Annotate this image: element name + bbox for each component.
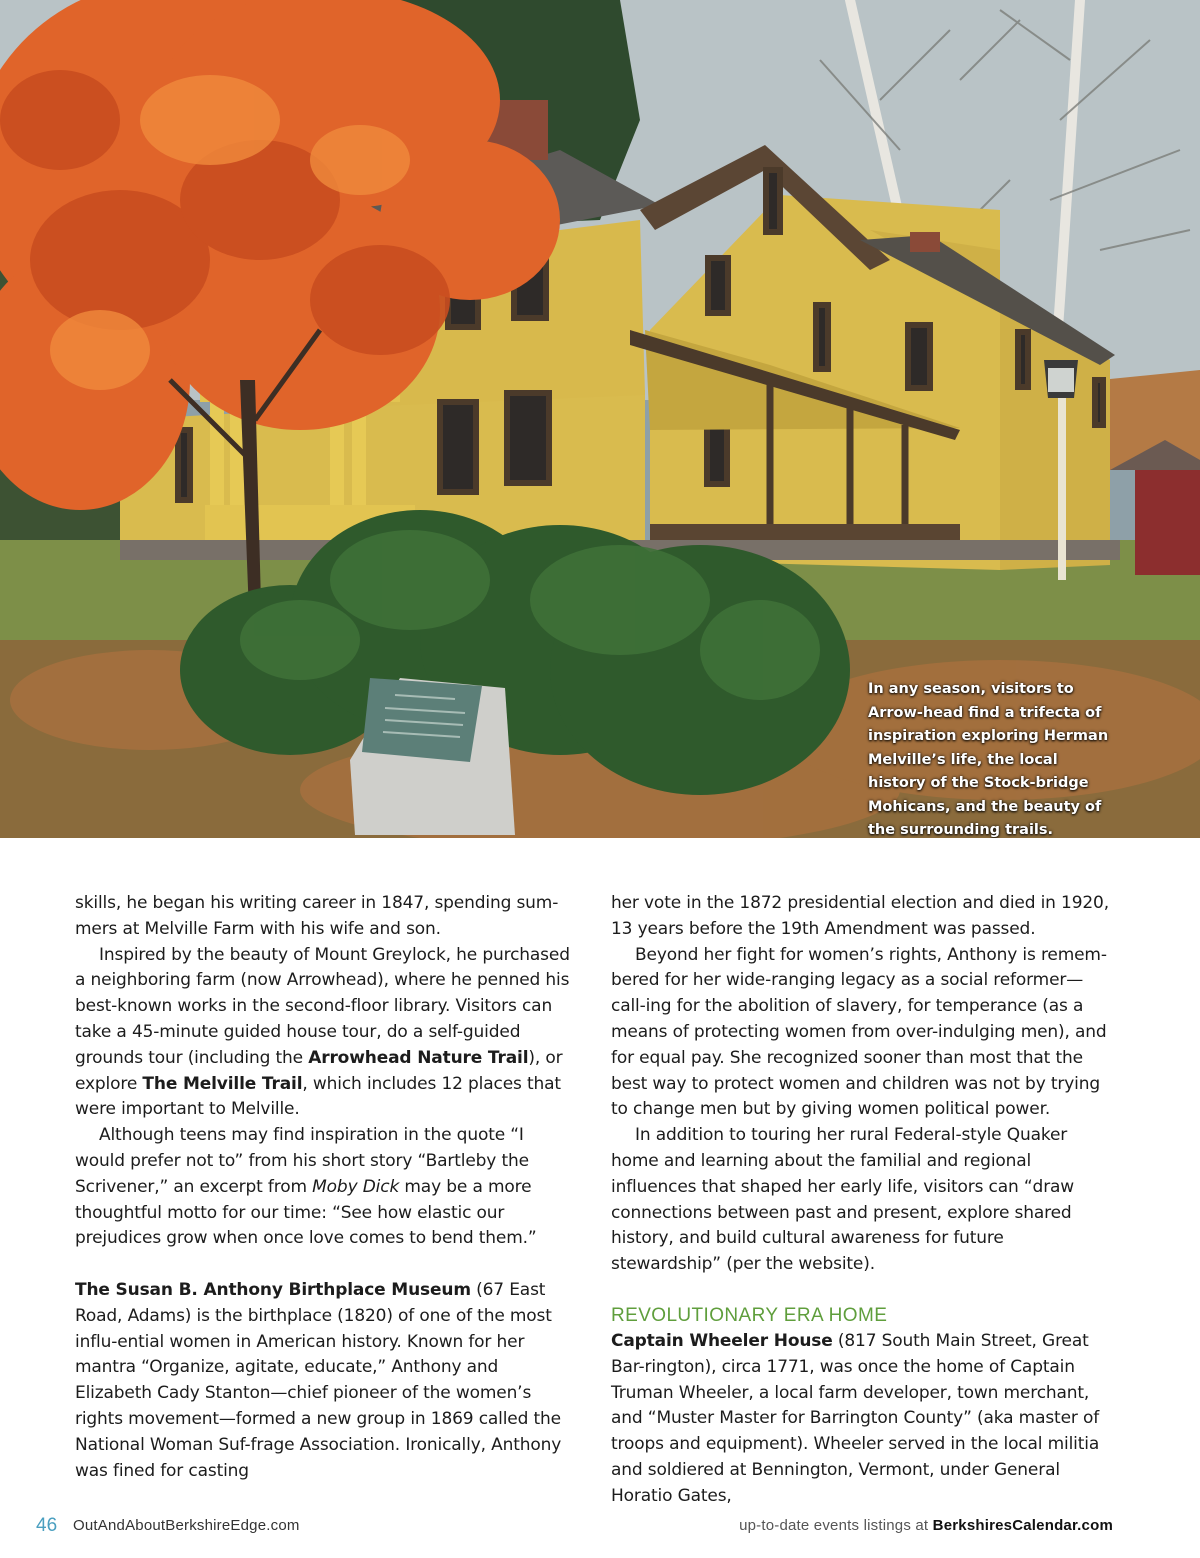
paragraph-anthony-museum: [75, 1278, 570, 1484]
arrowhead-nature-trail-name: Arrowhead Nature Trail: [308, 1047, 529, 1068]
paragraph-text: Inspired by the beauty of Mount Greylock, he purchased a neighboring farm (now Arrowhead), where he penned his best-known works in the second-floor library. Visitors can take a 45-minute guided house tour, do a self-guided grounds tour (including the: [75, 944, 570, 1068]
paragraph-melville-career: [75, 891, 570, 943]
page-number: 46: [36, 1515, 58, 1536]
footer-promo-text: up-to-date events listings at: [739, 1517, 933, 1534]
paragraph-text: Although teens may find inspiration in the quote “I would prefer not to” from his short story “Bartleby the Scrivener,” an excerpt from: [75, 1125, 529, 1197]
footer-calendar-promo: [739, 1517, 1113, 1534]
paragraph-wheeler-house: [611, 1329, 1116, 1510]
photo-caption: In any season, visitors to Arrow-head find a trifecta of inspiration exploring Herman Melville’s life, the local history of the Stock-bridge Mohicans, and the beauty of the surrounding trails.: [868, 681, 1109, 838]
footer-site-link[interactable]: OutAndAboutBerkshireEdge.com: [73, 1517, 300, 1534]
paragraph-anthony-visit: [611, 1123, 1116, 1278]
melville-trail-name: The Melville Trail: [142, 1073, 303, 1094]
paragraph-text: skills, he began his writing career in 1847, spending sum-mers at Melville Farm with his wife and son.: [75, 893, 559, 939]
paragraph-text: ), or explore: [75, 1047, 563, 1094]
paragraph-anthony-vote: [611, 891, 1116, 943]
anthony-museum-name: The Susan B. Anthony Birthplace Museum: [75, 1279, 471, 1300]
paragraph-text: Beyond her fight for women’s rights, Anthony is remem-bered for her wide-ranging legacy as a social reformer—call-ing for the abolition of slavery, for temperance (as a means of protecting women from over-indulging men), and for equal pay. She recognized sooner than most that the best way to protect women and children was not by trying to change men but by giving women political power.: [611, 944, 1107, 1120]
page-footer: [0, 1515, 1200, 1539]
paragraph-text: (67 East Road, Adams) is the birthplace (1820) of one of the most influ-ential women in American history. Known for her mantra “Organize, agitate, educate,” Anthony and Elizabeth Cady Stanton—chief pioneer of the women’s rights movement—formed a new group in 1869 called the National Woman Suf-frage Association. Ironically, Anthony was fined for casting: [75, 1279, 562, 1481]
paragraph-text: (817 South Main Street, Great Bar-rington), circa 1771, was once the home of Captain Truman Wheeler, a local farm developer, town merchant, and “Muster Master for Barrington County” (aka master of troops and equipment). Wheeler served in the local militia and soldiered at Bennington, Vermont, under General Horatio Gates,: [611, 1330, 1100, 1506]
paragraph-quote: [75, 1123, 570, 1252]
section-heading: REVOLUTIONARY ERA HOME: [611, 1304, 888, 1326]
footer-calendar-link[interactable]: BerkshiresCalendar.com: [932, 1517, 1113, 1534]
paragraph-anthony-legacy: [611, 943, 1116, 1124]
paragraph-arrowhead: [75, 943, 570, 1124]
article-right-column: [611, 891, 1116, 1510]
book-title-moby-dick: Moby Dick: [312, 1176, 400, 1197]
wheeler-house-name: Captain Wheeler House: [611, 1330, 833, 1351]
paragraph-text: her vote in the 1872 presidential election and died in 1920, 13 years before the 19th Amendment was passed.: [611, 893, 1109, 939]
paragraph-text: may be a more thoughtful motto for our time: “See how elastic our prejudices grow when once love comes to bend them.”: [75, 1176, 537, 1249]
paragraph-text: In addition to touring her rural Federal-style Quaker home and learning about the familial and regional influences that shaped her early life, visitors can “draw connections between past and present, explore shared history, and build cultural awareness for future stewardship” (per the website).: [611, 1125, 1075, 1275]
paragraph-text: , which includes 12 places that were important to Melville.: [75, 1073, 561, 1120]
article-left-column: [75, 891, 570, 1484]
